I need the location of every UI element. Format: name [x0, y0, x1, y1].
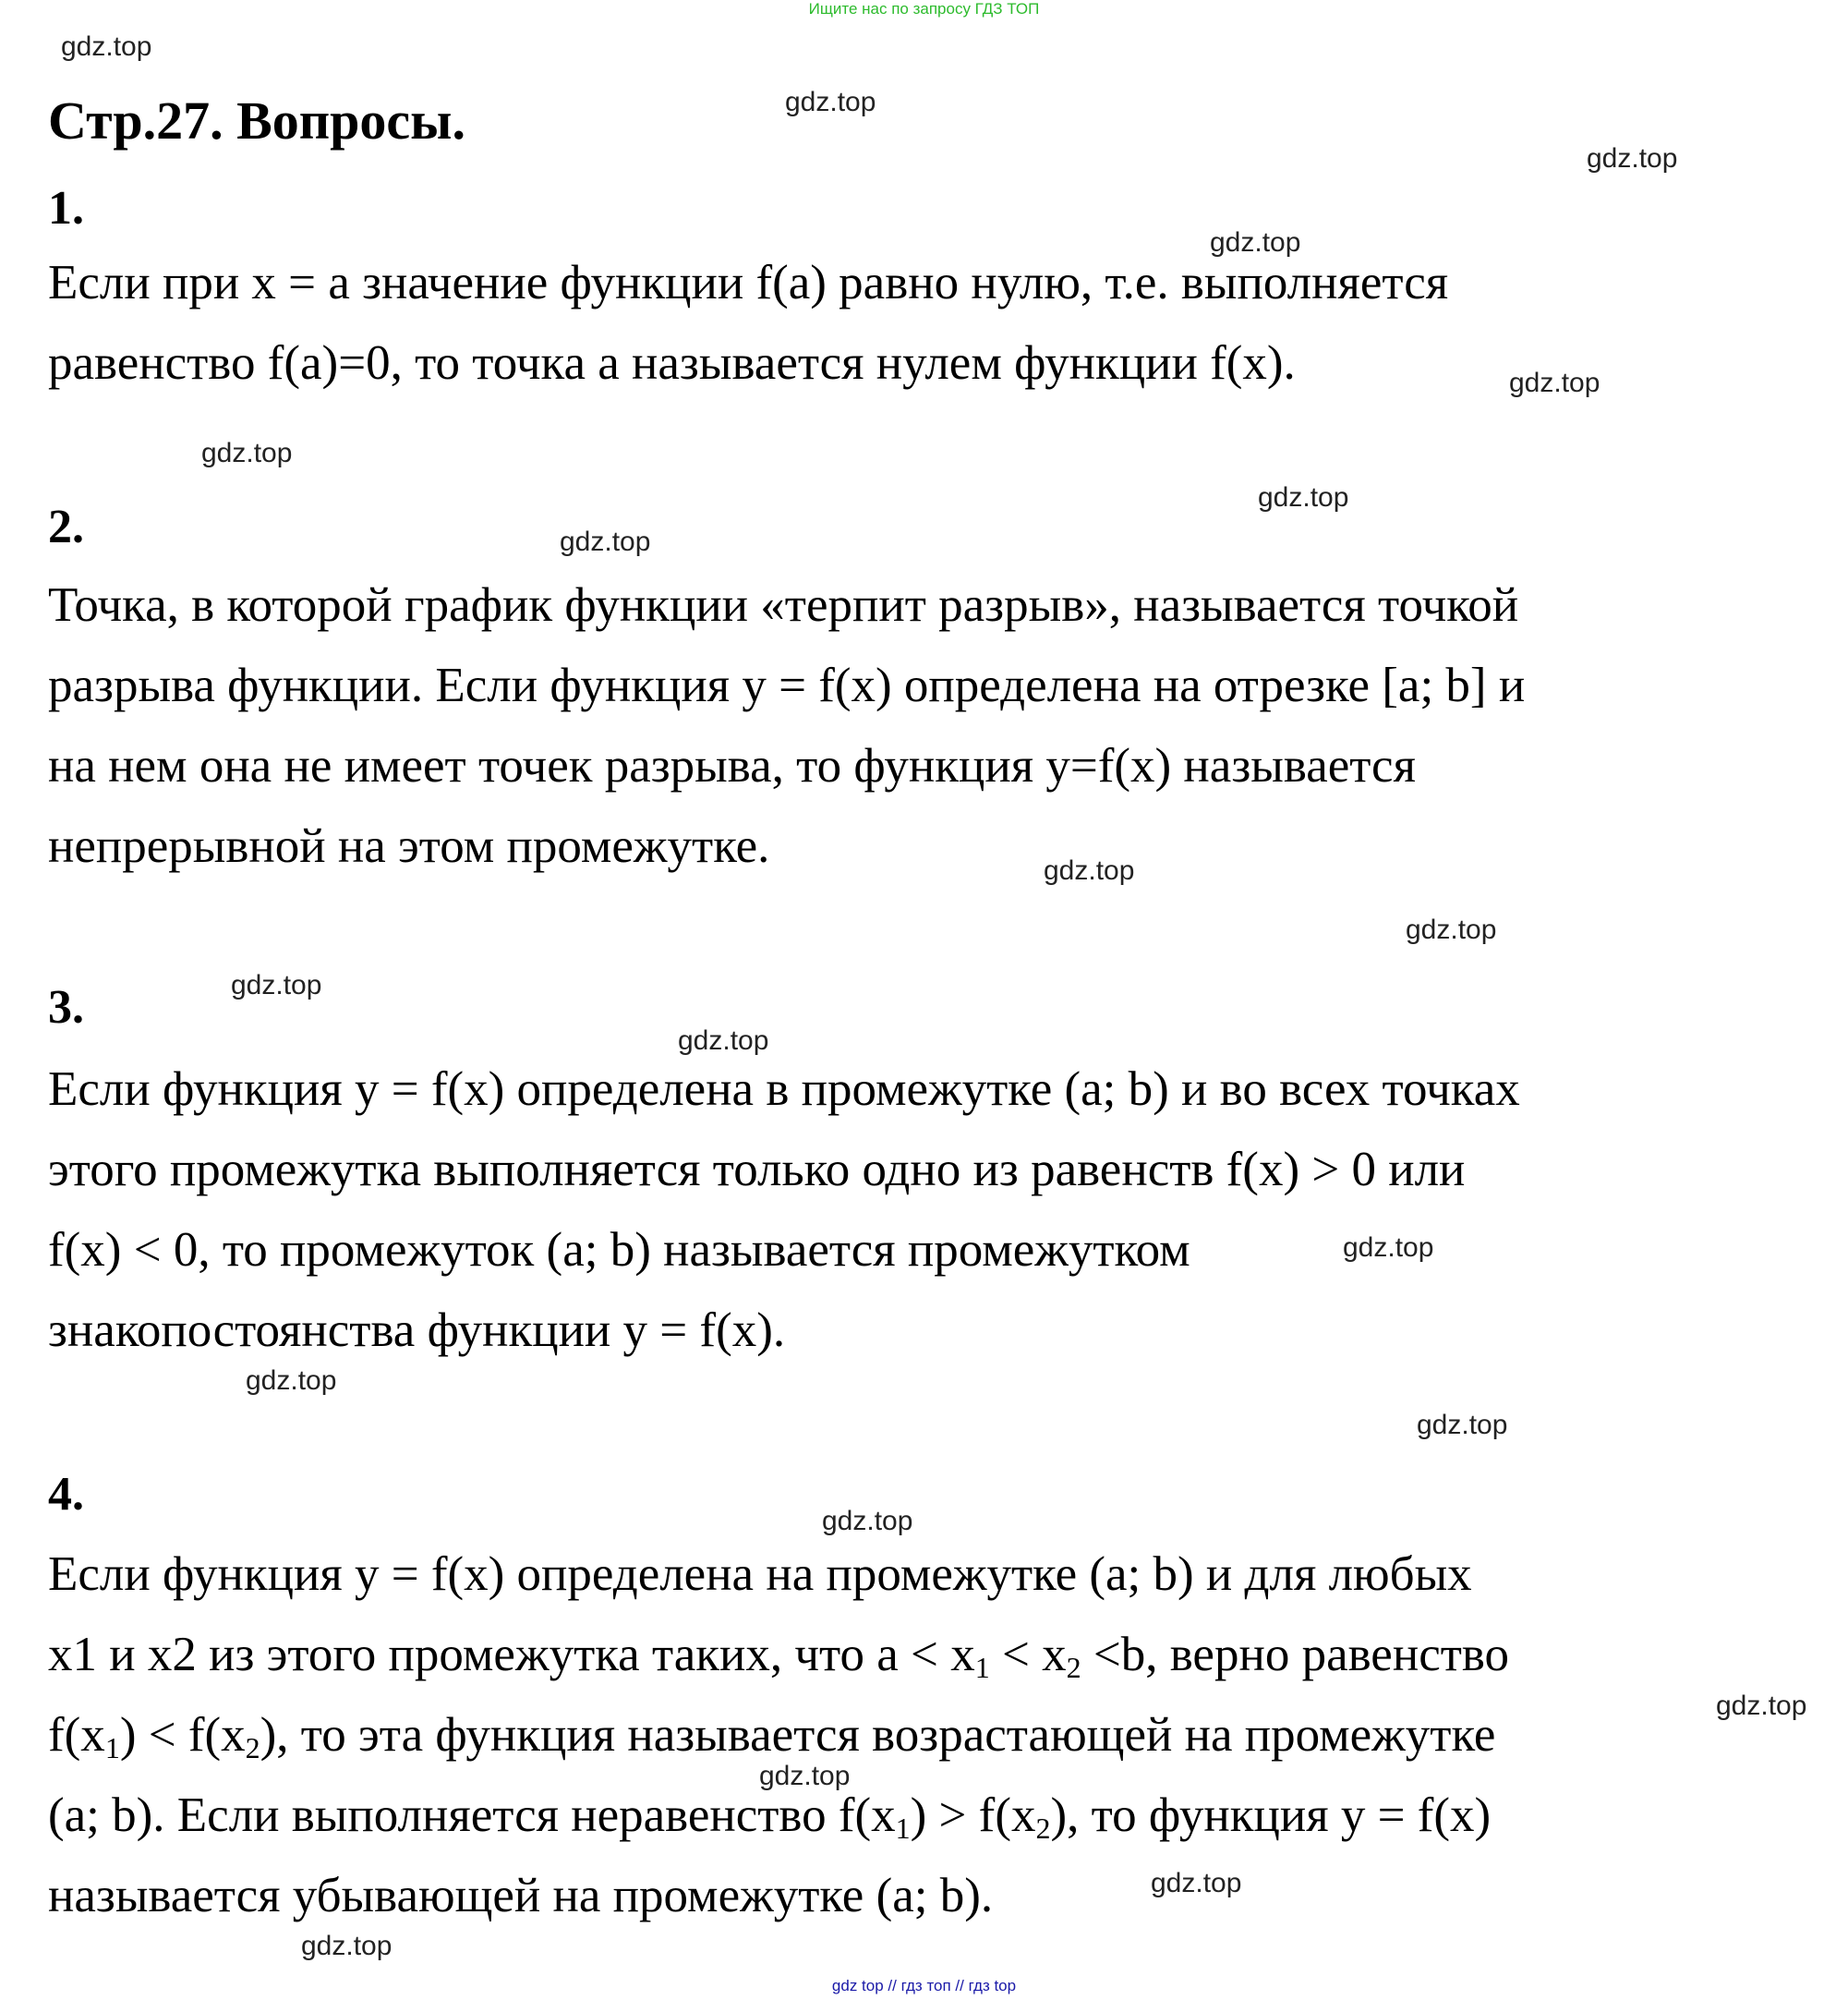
text-run: f(x — [48, 1708, 105, 1762]
text-run: x1 и x2 из этого промежутка таких, что a < x — [48, 1628, 975, 1681]
text-run: (a; b). Если выполняется неравенство f(x — [48, 1788, 896, 1842]
text-line: равенство f(a)=0, то точка а называется нулем функции f(x). — [48, 336, 1296, 390]
watermark: gdz.top — [1151, 1868, 1242, 1898]
watermark: gdz.top — [231, 970, 322, 1000]
watermark: gdz.top — [785, 87, 876, 117]
text-run: ) < f(x — [119, 1708, 246, 1762]
text-line — [48, 1695, 1710, 1776]
question-4-number: 4. — [48, 1468, 84, 1521]
subscript: 1 — [895, 1812, 911, 1845]
watermark: gdz.top — [1258, 482, 1349, 513]
subscript: 1 — [974, 1651, 990, 1684]
text-run: <b, верно равенство — [1081, 1628, 1510, 1681]
header-banner: Ищите нас по запросу ГДЗ ТОП — [808, 0, 1040, 18]
question-3-number: 3. — [48, 981, 84, 1034]
watermark: gdz.top — [560, 527, 651, 557]
text-run: ), то эта функция называется возрастающей на промежутке — [260, 1708, 1496, 1762]
text-run: ), то функция y = f(x) — [1050, 1788, 1492, 1842]
watermark: gdz.top — [1406, 915, 1497, 945]
watermark: gdz.top — [61, 31, 152, 62]
watermark: gdz.top — [1343, 1232, 1434, 1263]
watermark: gdz.top — [678, 1025, 769, 1056]
text-line: этого промежутка выполняется только одно из равенств f(x) > 0 или — [48, 1143, 1466, 1196]
watermark: gdz.top — [1044, 855, 1135, 886]
text-line: Если функция y = f(x) определена на промежутке (a; b) и для любых — [48, 1547, 1472, 1601]
page-title: Стр.27. Вопросы. — [48, 91, 465, 151]
subscript: 1 — [104, 1731, 120, 1764]
question-1-number: 1. — [48, 182, 84, 235]
watermark: gdz.top — [1716, 1691, 1807, 1721]
text-line: Если при x = a значение функции f(a) равно нулю, т.е. выполняется — [48, 256, 1449, 309]
text-line: разрыва функции. Если функция y = f(x) определена на отрезке [a; b] и — [48, 659, 1526, 712]
subscript: 2 — [245, 1731, 260, 1764]
watermark: gdz.top — [1509, 368, 1600, 398]
text-line: на нем она не имеет точек разрыва, то функция y=f(x) называется — [48, 739, 1416, 793]
subscript: 2 — [1035, 1812, 1051, 1845]
text-line — [48, 1615, 1710, 1695]
text-run: < x — [989, 1628, 1067, 1681]
watermark: gdz.top — [1210, 227, 1301, 258]
text-run: ) > f(x — [910, 1788, 1036, 1842]
subscript: 2 — [1066, 1651, 1081, 1684]
question-4-text — [48, 1534, 1710, 1936]
text-line: знакопостоянства функции y = f(x). — [48, 1303, 786, 1357]
question-3-text — [48, 1049, 1710, 1371]
watermark: gdz.top — [1587, 143, 1678, 174]
watermark: gdz.top — [301, 1931, 393, 1961]
watermark: gdz.top — [246, 1365, 337, 1396]
text-line: называется убывающей на промежутке (a; b). — [48, 1869, 994, 1922]
text-line — [48, 1776, 1710, 1856]
question-2-text — [48, 565, 1710, 887]
text-line: Точка, в которой график функции «терпит разрыв», называется точкой — [48, 578, 1519, 632]
question-1-text — [48, 243, 1710, 404]
text-line: непрерывной на этом промежутке. — [48, 819, 770, 873]
question-2-number: 2. — [48, 501, 84, 553]
watermark: gdz.top — [201, 438, 293, 468]
text-line: f(x) < 0, то промежуток (a; b) называется промежутком — [48, 1223, 1190, 1277]
text-line: Если функция y = f(x) определена в промежутке (a; b) и во всех точках — [48, 1062, 1520, 1116]
footer: gdz top // гдз топ // гдз top — [831, 1977, 1017, 1994]
watermark: gdz.top — [759, 1761, 851, 1791]
watermark: gdz.top — [822, 1506, 913, 1536]
watermark: gdz.top — [1417, 1410, 1508, 1440]
